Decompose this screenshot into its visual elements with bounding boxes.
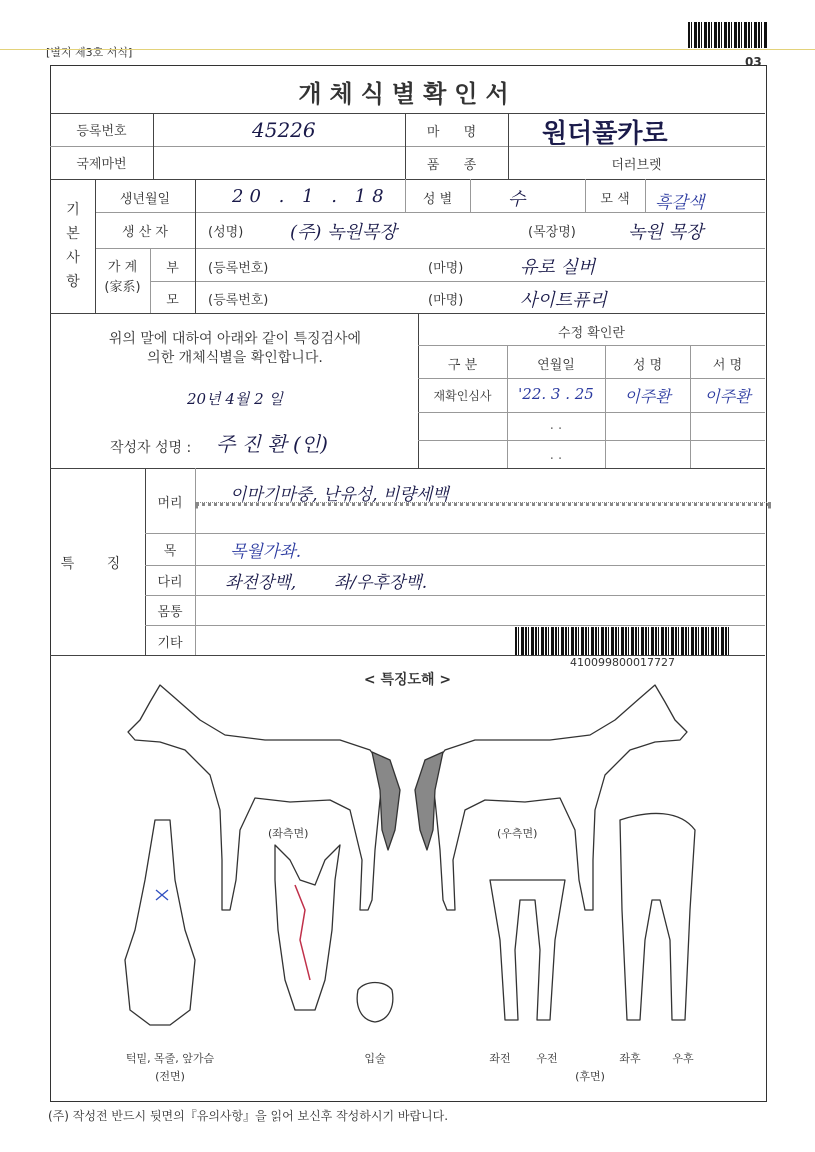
feature-body-label: 몸통 [157,605,183,620]
page-title: 개체식별확인서 [298,80,517,108]
form-label: [별지 제3호 서식] [46,46,133,59]
name-value: 원더풀카로 [542,119,668,149]
front-label: 턱밑, 목줄, 앞가슴 [125,1052,215,1065]
reg-no-label: 등록번호 [76,124,127,139]
sire-label: 부 [166,261,179,276]
lips-label: 입술 [364,1052,386,1065]
feature-other-label: 기타 [157,636,183,651]
author-label: 작성자 성명 : [110,440,192,456]
chest-marking [156,890,168,900]
breeder-label: 생 산 자 [122,225,168,240]
diagram-title: < 특징도해 > [363,672,452,688]
feature-legs-label: 다리 [157,575,183,590]
dam-label: 모 [166,293,179,308]
lineage-label: 가 계 (家系) [104,260,141,295]
reg-no-value: 45226 [252,118,316,142]
barcode-number: 410099800017727 [570,656,675,669]
rev-row-1-type: 재확인심사 [433,389,492,403]
dob-label: 생년월일 [119,192,171,207]
color-value: 흑갈색 [655,193,705,213]
rev-header-sign: 서 명 [712,358,743,373]
author-value: 주 진 환 (인) [216,432,328,456]
feature-neck-value: 목월가좌. [230,542,302,562]
sex-label: 성 별 [422,192,453,207]
dam-name-value: 사이트퓨리 [520,290,607,311]
right-side-label: (우측면) [497,827,538,840]
statement-line2: 의한 개체식별을 확인합니다. [147,350,323,366]
left-side-label: (좌측면) [268,827,309,840]
right-fore-label: 우전 [536,1052,558,1065]
breed-label: 품 종 [426,158,487,173]
sire-reg-label: (등록번호) [208,261,269,276]
lips [357,983,393,1023]
sire-name-value: 유로 실버 [520,257,596,278]
feature-head-label: 머리 [157,496,183,511]
farm-value: 녹원 목장 [628,222,704,243]
right-hind-label: 우후 [672,1052,694,1065]
rev-row-2-date: . . [549,418,563,433]
rev-row-3-date: . . [549,448,563,463]
breeder-name-label: (성명) [208,225,244,240]
front-sub-label: (전면) [155,1070,185,1083]
page-number: 03 [745,55,762,69]
features-section-label: 특 징 [60,556,135,572]
rev-row-1-sign: 이주환 [704,387,751,406]
rev-row-1-name: 이주환 [624,387,671,406]
name-label: 마 명 [426,125,487,140]
sire-name-label: (마명) [428,261,464,276]
dam-reg-label: (등록번호) [208,293,269,308]
right-side-horse [430,685,687,910]
footer-note: (주) 작성전 반드시 뒷면의『유의사항』을 읽어 보신후 작성하시기 바랍니다. [48,1109,449,1123]
hind-legs [620,813,695,1020]
breeder-name-value: (주) 녹원목장 [290,222,397,243]
rear-sub-label: (후면) [575,1070,605,1083]
revision-title: 수정 확인란 [558,326,625,341]
feature-neck-label: 목 [163,544,177,559]
top-barcode [688,22,768,48]
rev-header-date: 연월일 [537,358,575,373]
fore-legs [490,880,565,1020]
confirm-date: 20년 4월 2 일 [187,390,283,408]
dob-value: 20 . 1 . 18 [232,186,390,207]
head-markings [295,885,310,980]
rev-header-name: 성 명 [632,358,663,373]
feature-head-value: 이마기마중, 난유성, 비량세백 [230,485,449,505]
feature-barcode [515,627,730,655]
basic-section-label: 기 본 사 항 [66,202,80,290]
breed-value: 더러브렛 [611,158,662,173]
dam-name-label: (마명) [428,293,464,308]
statement-line1: 위의 말에 대하여 아래와 같이 특징검사에 [108,331,362,347]
sex-value: 수 [508,189,526,210]
rev-row-1-date: '22. 3 . 25 [518,385,594,403]
intl-no-label: 국제마번 [76,157,127,172]
left-fore-label: 좌전 [489,1052,511,1065]
color-label: 모 색 [600,192,630,207]
left-hind-label: 좌후 [619,1052,641,1065]
left-side-horse [128,685,385,910]
chest-front [125,820,195,1025]
feature-legs-value: 좌전장백, 좌/우후장백. [225,573,428,593]
rev-header-type: 구 분 [447,358,478,373]
head-front [275,845,340,1010]
farm-label: (목장명) [528,225,576,240]
horse-diagram [50,680,765,1060]
